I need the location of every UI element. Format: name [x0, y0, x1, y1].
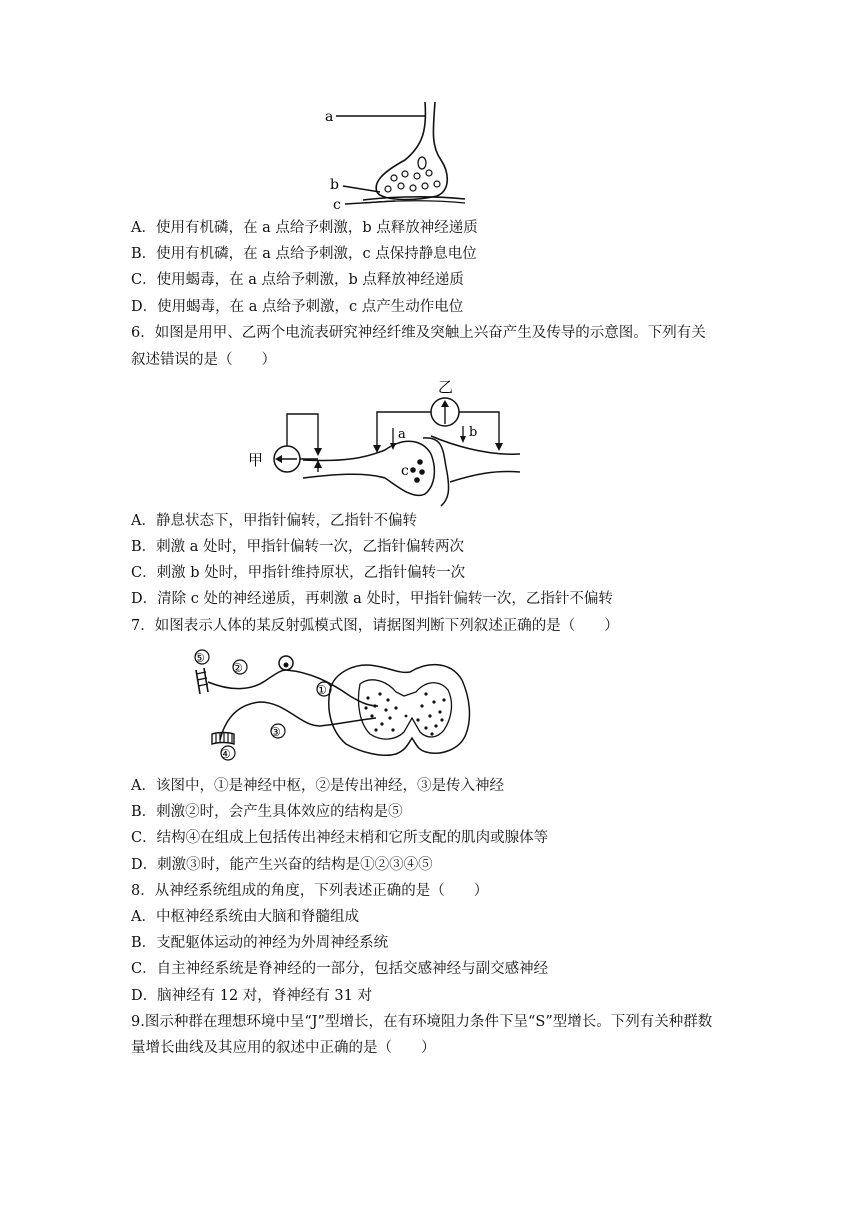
label-1: ①: [316, 683, 327, 697]
q5-option-c: C．使用蝎毒，在 a 点给予刺激，b 点释放神经递质: [131, 272, 464, 288]
q7-option-d: D．刺激③时，能产生兴奋的结构是①②③④⑤: [131, 857, 433, 873]
q8-stem: 8．从神经系统组成的角度，下列表述正确的是（ ）: [131, 883, 489, 899]
reflex-arc-figure: [190, 646, 490, 768]
q7-option-a: A．该图中，①是神经中枢，②是传出神经，③是传入神经: [131, 778, 504, 794]
q6-option-b: B．刺激 a 处时，甲指针偏转一次，乙指针偏转两次: [131, 539, 465, 555]
q7-option-c: C．结构④在组成上包括传出神经末梢和它所支配的肌肉或腺体等: [131, 830, 549, 846]
effector-4: [212, 733, 234, 745]
q6-option-d: D．清除 c 处的神经递质，再刺激 a 处时，甲指针偏转一次，乙指针不偏转: [131, 591, 613, 607]
q8-option-c: C．自主神经系统是脊神经的一部分，包括交感神经与副交感神经: [131, 961, 549, 977]
q6-stem-line2: 叙述错误的是（ ）: [131, 352, 276, 368]
q8-option-a: A．中枢神经系统由大脑和脊髓组成: [131, 909, 359, 925]
label-b: b: [330, 177, 339, 193]
label-c-synapse: c: [401, 463, 409, 479]
galvanometer-synapse-figure: [245, 374, 535, 508]
q5-option-d: D．使用蝎毒，在 a 点给予刺激，c 点产生动作电位: [131, 299, 464, 315]
q8-option-b: B．支配躯体运动的神经为外周神经系统: [131, 935, 389, 951]
meter-jia: [248, 446, 300, 472]
label-a-stimulus: a: [398, 427, 406, 442]
receptor-5: [196, 668, 208, 694]
q9-stem-line2: 量增长曲线及其应用的叙述中正确的是（ ）: [131, 1040, 436, 1056]
q8-option-d: D．脑神经有 12 对，脊神经有 31 对: [131, 988, 372, 1004]
q5-option-a: A．使用有机磷，在 a 点给予刺激，b 点释放神经递质: [131, 220, 478, 236]
label-3: ③: [270, 725, 281, 739]
label-a: a: [325, 109, 334, 125]
label-c: c: [333, 197, 341, 212]
q6-option-a: A．静息状态下，甲指针偏转，乙指针不偏转: [131, 513, 417, 529]
q5-option-b: B．使用有机磷，在 a 点给予刺激，c 点保持静息电位: [131, 246, 477, 262]
q9-stem-line1: 9.图示种群在理想环境中呈“J”型增长，在有环境阻力条件下呈“S”型增长。下列有关种群数: [131, 1014, 713, 1030]
q6-stem-line1: 6．如图是用甲、乙两个电流表研究神经纤维及突触上兴奋产生及传导的示意图。下列有关: [131, 325, 706, 341]
meter-yi-label: 乙: [438, 378, 454, 396]
q6-option-c: C．刺激 b 处时，甲指针维持原状，乙指针偏转一次: [131, 565, 466, 581]
q7-stem: 7．如图表示人体的某反射弧模式图，请据图判断下列叙述正确的是（ ）: [131, 618, 619, 634]
meter-jia-label: 甲: [248, 451, 264, 469]
label-2: ②: [232, 661, 243, 675]
meter-yi: [431, 378, 459, 426]
label-b-stimulus: b: [469, 425, 478, 440]
label-5: ⑤: [194, 651, 205, 665]
q7-option-b: B．刺激②时，会产生具体效应的结构是⑤: [131, 804, 403, 820]
label-4: ④: [220, 747, 231, 761]
synapse-terminal-figure: [325, 100, 465, 212]
